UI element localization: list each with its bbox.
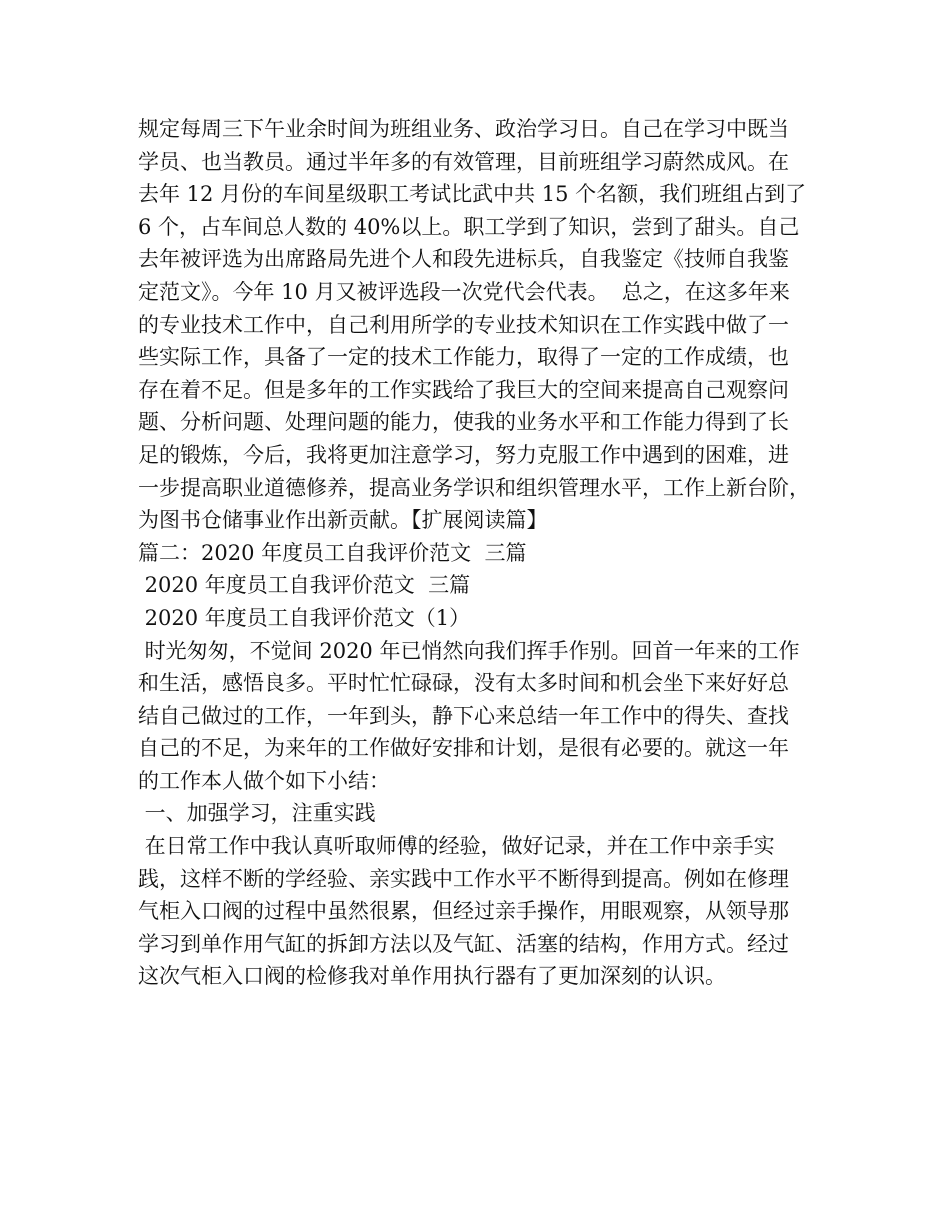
text-line: 题、分析问题、处理问题的能力，使我的业务水平和工作能力得到了长 (138, 410, 789, 435)
text-line: 学员、也当教员。通过半年多的有效管理，目前班组学习蔚然成风。在 (138, 149, 789, 174)
text-line: 些实际工作，具备了一定的技术工作能力，取得了一定的工作成绩，也 (138, 345, 789, 370)
document-body (138, 113, 838, 993)
text-line: 气柜入口阀的过程中虽然很累，但经过亲手操作，用眼观察，从领导那 (138, 899, 789, 924)
text-line: 规定每周三下午业余时间为班组业务、政治学习日。自己在学习中既当 (138, 117, 789, 141)
text-line: 6 个，占车间总人数的 40%以上。职工学到了知识，尝到了甜头。自己 (138, 214, 800, 239)
text-line: 践，这样不断的学经验、亲实践中工作水平不断得到提高。例如在修理 (138, 866, 789, 891)
subsection-title: 2020 年度员工自我评价范文（1） (138, 605, 471, 630)
text-line: 时光匆匆，不觉间 2020 年已悄然向我们挥手作别。回首一年来的工作 (138, 638, 800, 663)
text-line: 一步提高职业道德修养，提高业务学识和组织管理水平，工作上新台阶， (138, 475, 810, 500)
text-line: 定范文》。今年 10 月又被评选段一次党代会代表。 总之，在这多年来 (138, 279, 790, 304)
text-line: 足的锻炼，今后，我将更加注意学习，努力克服工作中遇到的困难，进 (138, 442, 789, 467)
text-line: 去年 12 月份的车间星级职工考试比武中共 15 个名额，我们班组占到了 (138, 182, 807, 207)
text-line: 和生活，感悟良多。平时忙忙碌碌，没有太多时间和机会坐下来好好总 (138, 671, 789, 696)
text-line: 这次气柜入口阀的检修我对单作用执行器有了更加深刻的认识。 (138, 964, 726, 989)
text-line: 在日常工作中我认真听取师傅的经验，做好记录，并在工作中亲手实 (138, 834, 775, 859)
text-line: 学习到单作用气缸的拆卸方法以及气缸、活塞的结构，作用方式。经过 (138, 931, 789, 956)
text-line: 的专业技术工作中，自己利用所学的专业技术知识在工作实践中做了一 (138, 312, 789, 337)
section-heading: 篇二：2020 年度员工自我评价范文 三篇 (138, 540, 527, 565)
section-title: 2020 年度员工自我评价范文 三篇 (138, 573, 471, 598)
list-heading: 一、加强学习，注重实践 (138, 801, 376, 826)
text-line: 存在着不足。但是多年的工作实践给了我巨大的空间来提高自己观察问 (138, 377, 789, 402)
text-line: 为图书仓储事业作出新贡献。【扩展阅读篇】 (138, 508, 548, 533)
text-line: 结自己做过的工作，一年到头，静下心来总结一年工作中的得失、查找 (138, 703, 789, 728)
text-line: 的工作本人做个如下小结： (138, 768, 390, 793)
text-line: 去年被评选为出席路局先进个人和段先进标兵，自我鉴定《技师自我鉴 (138, 247, 789, 272)
text-line: 自己的不足，为来年的工作做好安排和计划，是很有必要的。就这一年 (138, 736, 789, 761)
